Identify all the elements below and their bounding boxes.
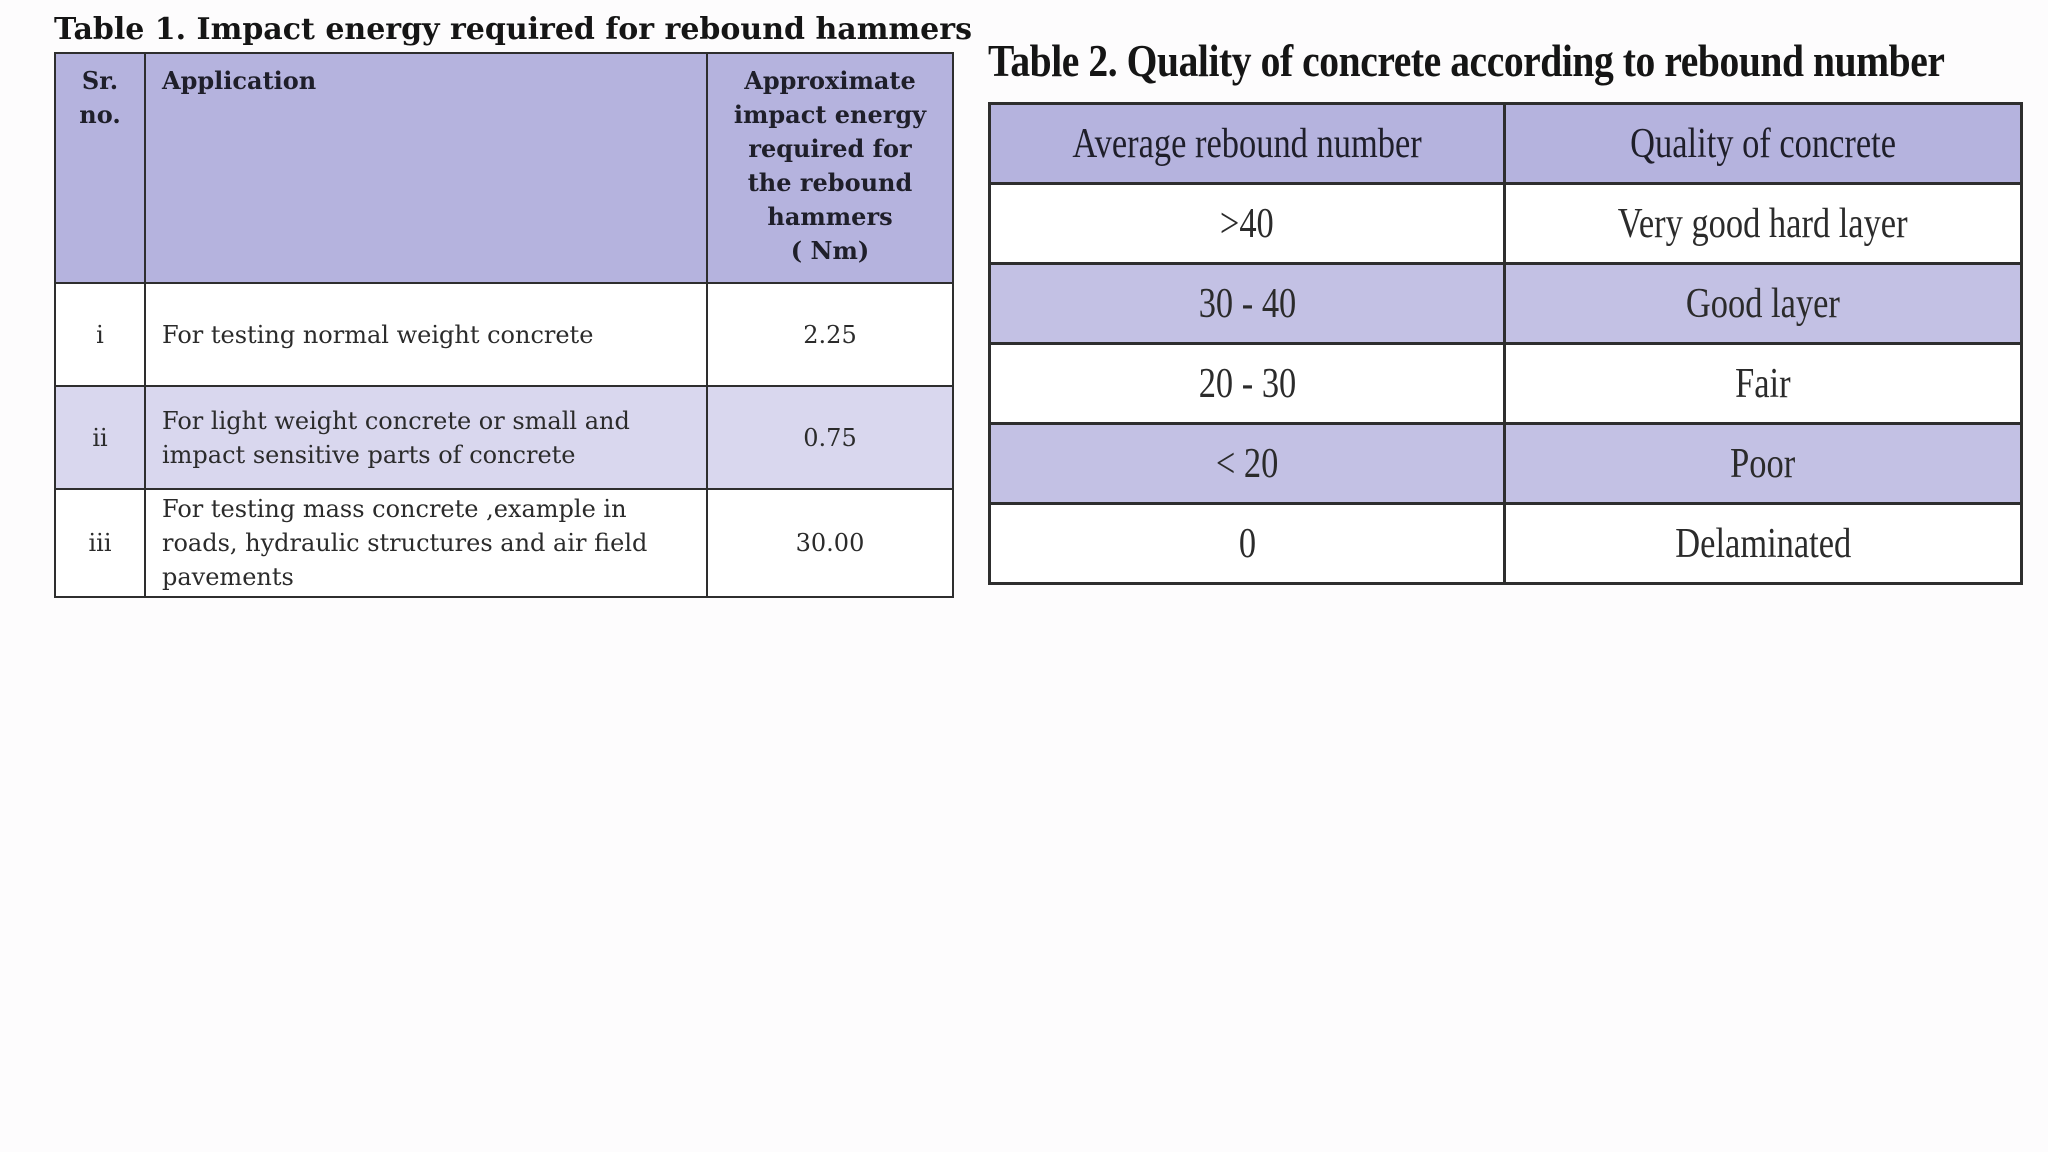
cell-text: 0 — [1238, 520, 1256, 567]
cell-text: 30 - 40 — [1198, 280, 1296, 327]
impact-energy-table-section — [54, 10, 972, 598]
table-row — [990, 264, 2022, 344]
quality-cell — [1505, 264, 2022, 344]
header-sr-no — [55, 53, 145, 283]
table-row — [55, 489, 953, 597]
header-quality-of-concrete — [1505, 104, 2022, 184]
table1-header-row — [55, 53, 953, 283]
header-sr-no-line: no. — [79, 100, 121, 129]
header-application: Application — [145, 53, 707, 283]
cell-text: Poor — [1730, 440, 1796, 487]
application-cell — [145, 489, 707, 597]
header-sr-no-line: Sr. — [81, 66, 119, 95]
header-energy-line: ( Nm) — [790, 236, 870, 265]
application-cell — [145, 386, 707, 489]
application-line: For testing normal weight concrete — [162, 320, 594, 349]
energy-cell: 0.75 — [707, 386, 953, 489]
application-line: roads, hydraulic structures and air field — [162, 529, 648, 557]
quality-cell — [1505, 424, 2022, 504]
table-row — [990, 344, 2022, 424]
energy-cell: 30.00 — [707, 489, 953, 597]
rebound-number-cell — [990, 344, 1505, 424]
table2-header-row — [990, 104, 2022, 184]
table1-title: Table 1. Impact energy required for rebound hammers — [54, 12, 972, 47]
table2-title: Table 2. Quality of concrete according to rebound number — [988, 35, 1945, 86]
table-row — [990, 424, 2022, 504]
cell-text: 20 - 30 — [1198, 360, 1296, 407]
header-energy-line: hammers — [767, 202, 893, 231]
table-row — [55, 386, 953, 489]
rebound-number-cell — [990, 264, 1505, 344]
header-label: Average rebound number — [1072, 120, 1422, 167]
quality-cell — [1505, 344, 2022, 424]
rebound-number-cell — [990, 504, 1505, 584]
table-row — [55, 283, 953, 386]
table-row — [990, 184, 2022, 264]
rebound-number-cell — [990, 184, 1505, 264]
sr-no-cell: iii — [55, 489, 145, 597]
cell-text: Very good hard layer — [1618, 200, 1908, 247]
application-line: pavements — [162, 563, 294, 591]
header-energy-line: required for — [748, 134, 912, 163]
cell-text: Good layer — [1686, 280, 1840, 327]
sr-no-cell: ii — [55, 386, 145, 489]
header-energy-line: impact energy — [733, 100, 927, 129]
cell-text: Fair — [1735, 360, 1791, 407]
cell-text: Delaminated — [1675, 520, 1851, 567]
application-line: For testing mass concrete ,example in — [162, 495, 627, 523]
header-average-rebound-number — [990, 104, 1505, 184]
quality-cell — [1505, 504, 2022, 584]
application-line: impact sensitive parts of concrete — [162, 440, 576, 469]
sr-no-cell: i — [55, 283, 145, 386]
cell-text: < 20 — [1215, 440, 1279, 487]
header-impact-energy — [707, 53, 953, 283]
concrete-quality-table — [988, 102, 2023, 585]
header-energy-line: Approximate — [744, 66, 916, 95]
impact-energy-table — [54, 52, 954, 598]
application-line: For light weight concrete or small and — [162, 406, 630, 435]
header-label: Quality of concrete — [1630, 120, 1896, 167]
table-row — [990, 504, 2022, 584]
quality-cell — [1505, 184, 2022, 264]
rebound-number-cell — [990, 424, 1505, 504]
header-energy-line: the rebound — [747, 168, 913, 197]
application-cell — [145, 283, 707, 386]
concrete-quality-table-section — [988, 30, 2020, 585]
cell-text: >40 — [1220, 200, 1274, 247]
energy-cell: 2.25 — [707, 283, 953, 386]
